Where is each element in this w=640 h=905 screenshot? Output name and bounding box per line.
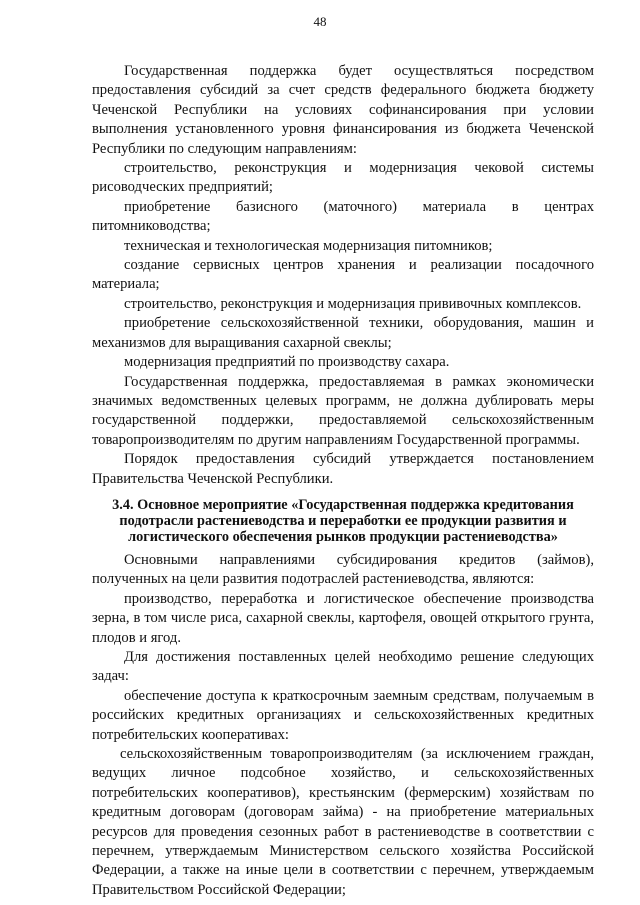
document-body xyxy=(92,62,594,900)
paragraph: строительство, реконструкция и модернизация прививочных комплексов. xyxy=(124,295,582,312)
section-heading: 3.4. Основное мероприятие «Государственная поддержка кредитования подотрасли растениеводства и переработки ее продукции развития и логистического обеспечения рынков продукции растениеводства» xyxy=(112,496,574,545)
paragraph: приобретение сельскохозяйственной техники, оборудования, машин и механизмов для выращивания сахарной свеклы; xyxy=(92,315,594,351)
paragraph: техническая и технологическая модернизация питомников; xyxy=(124,237,493,254)
paragraph: обеспечение доступа к краткосрочным заемным средствам, получаемым в российских кредитных организациях и сельскохозяйственных кредитных потребительских кооперативах: xyxy=(92,687,594,743)
paragraph: Государственная поддержка будет осуществляться посредством предоставления субсидий за счет средств федерального бюджета бюджету Чеченской Республики на условиях софинансирования при условии выполнения установленного уровня финансирования из бюджета Чеченской Республики по следующим направлениям: xyxy=(92,63,594,157)
paragraph: создание сервисных центров хранения и реализации посадочного материала; xyxy=(92,257,594,293)
paragraph: приобретение базисного (маточного) материала в центрах питомниководства; xyxy=(92,198,594,235)
paragraph: Государственная поддержка, предоставляемая в рамках экономически значимых ведомственных целевых программ, не должна дублировать меры государственной поддержки, предоставляемой сельскохозяйственным товаропроизводителям по другим направлениям Государственной программы. xyxy=(92,373,594,448)
paragraph: Порядок предоставления субсидий утверждается постановлением Правительства Чеченской Республики. xyxy=(92,451,594,487)
paragraph: производство, переработка и логистическое обеспечение производства зерна, в том числе риса, сахарной свеклы, картофеля, овощей открытого грунта, плодов и ягод. xyxy=(92,590,594,646)
paragraph: строительство, реконструкция и модернизация чековой системы рисоводческих предприятий; xyxy=(92,160,594,196)
paragraph: модернизация предприятий по производству сахара. xyxy=(124,354,450,371)
page-number: 48 xyxy=(313,14,327,29)
paragraph: сельскохозяйственным товаропроизводителям (за исключением граждан, ведущих личное подсобное хозяйство, и сельскохозяйственных потребительских кооперативов), крестьянским (фермерским) хозяйствам по кредитным договорам (договорам займа) - на приобретение материальных ресурсов для проведения сезонных работ в растениеводстве в соответствии с перечнем, утверждаемым Министерством сельского хозяйства Российской Федерации, а также на иные цели в соответствии с перечнем, утверждаемым Правительством Российской Федерации; xyxy=(92,746,594,898)
paragraph: Для достижения поставленных целей необходимо решение следующих задач: xyxy=(92,648,594,685)
paragraph: Основными направлениями субсидирования кредитов (займов), полученных на цели развития подотраслей растениеводства, являются: xyxy=(92,551,594,588)
